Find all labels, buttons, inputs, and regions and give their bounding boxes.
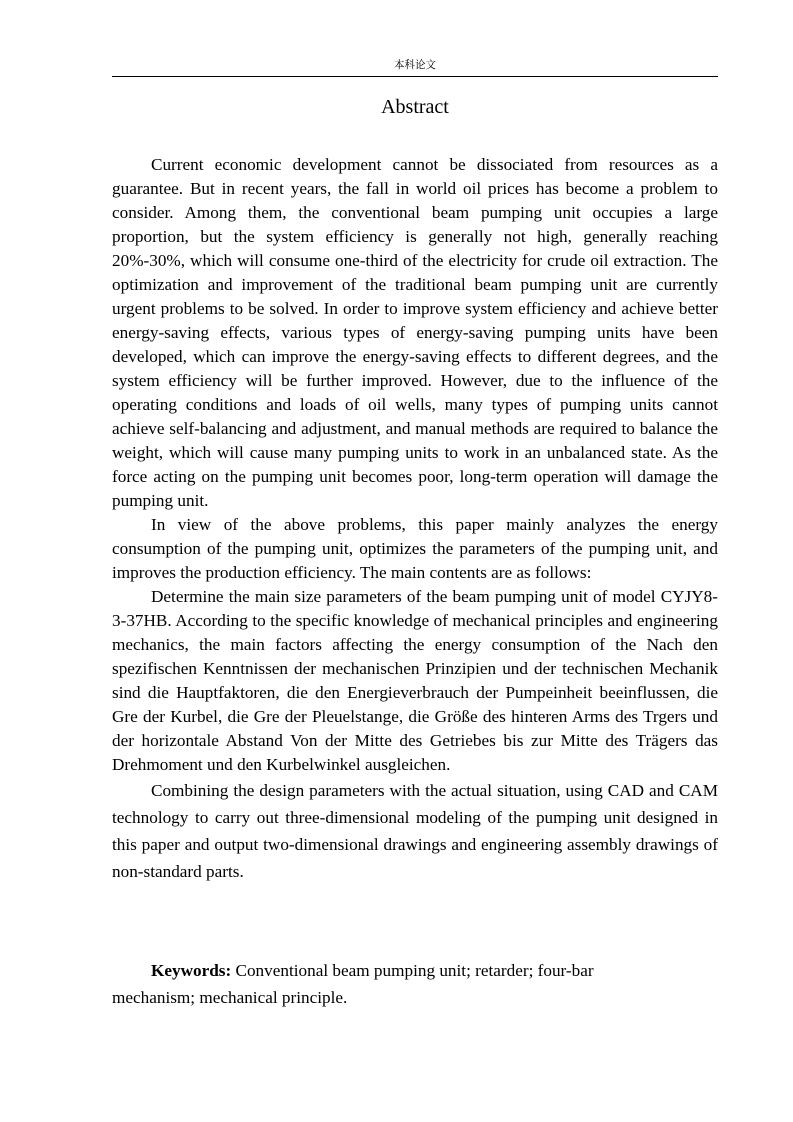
abstract-paragraph-3: Determine the main size parameters of the beam pumping unit of model CYJY8-3-37HB. According to the specific knowledge of mechanical principles and engineering mechanics, the main factors affecting the energy consumption of the Nach den spezifischen Kenntnissen der mechanischen Prinzipien und der technischen Mechanik sind die Hauptfaktoren, die den Energieverbrauch der Pumpeinheit beeinflussen, die Gre der Kurbel, die Gre der Pleuelstange, die Größe des hinteren Arms des Trgers und der horizontale Abstand Von der Mitte des Getriebes bis zur Mitte des Trägers das Drehmoment und den Kurbelwinkel ausgleichen. xyxy=(112,587,718,774)
abstract-title: Abstract xyxy=(381,96,449,118)
abstract-body xyxy=(112,153,718,885)
header-rule xyxy=(112,76,718,77)
keywords xyxy=(112,957,642,1011)
abstract-paragraph-1: Current economic development cannot be dissociated from resources as a guarantee. But in recent years, the fall in world oil prices has become a problem to consider. Among them, the conventional beam pumping unit occupies a large proportion, but the system efficiency is generally not high, generally reaching 20%-30%, which will consume one-third of the electricity for crude oil extraction. The optimization and improvement of the traditional beam pumping unit are currently urgent problems to be solved. In order to improve system efficiency and achieve better energy-saving effects, various types of energy-saving pumping units have been developed, which can improve the energy-saving effects to different degrees, and the system efficiency will be further improved. However, due to the influence of the operating conditions and loads of oil wells, many types of pumping units cannot achieve self-balancing and adjustment, and manual methods are required to balance the weight, which will cause many pumping units to work in an unbalanced state. As the force acting on the pumping unit becomes poor, long-term operation will damage the pumping unit. xyxy=(112,155,718,510)
abstract-paragraph-4: Combining the design parameters with the actual situation, using CAD and CAM technology to carry out three-dimensional modeling of the pumping unit designed in this paper and output two-dimensional drawings and engineering assembly drawings of non-standard parts. xyxy=(112,781,718,881)
keywords-label: Keywords: xyxy=(151,961,232,980)
keywords-text: Conventional beam pumping unit; retarder; four-bar mechanism; mechanical principle. xyxy=(112,961,594,1007)
abstract-paragraph-2: In view of the above problems, this paper mainly analyzes the energy consumption of the pumping unit, optimizes the parameters of the pumping unit, and improves the production efficiency. The main contents are as follows: xyxy=(112,515,718,582)
running-head: 本科论文 xyxy=(394,59,436,71)
